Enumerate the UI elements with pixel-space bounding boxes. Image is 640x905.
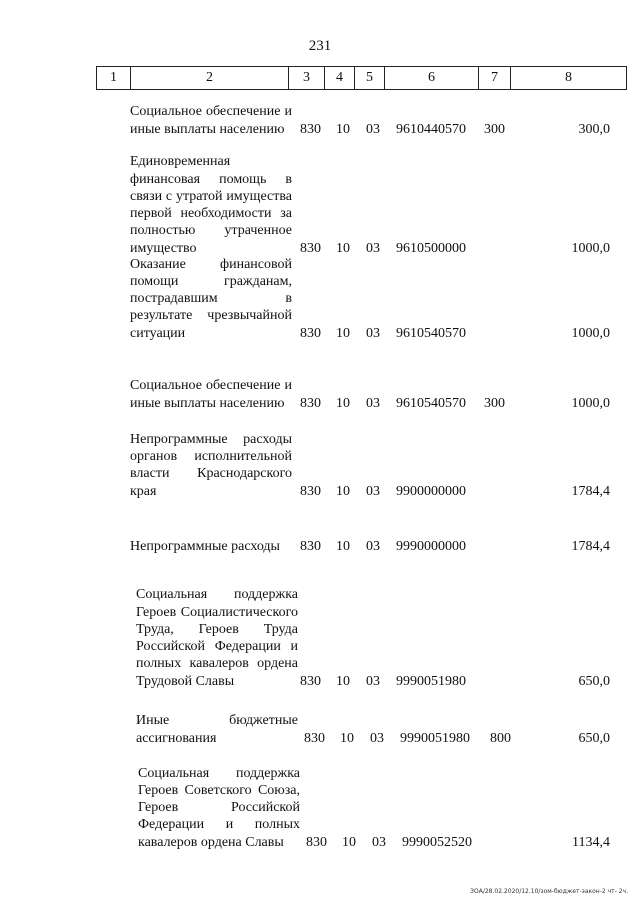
row-name: Оказание финансовой помощи гражданам, пострадавшим в результате чрезвычайной ситуации bbox=[130, 256, 292, 341]
row-col-6: 9610440570 bbox=[396, 122, 466, 137]
row-col-7: 300 bbox=[484, 396, 505, 411]
row-col-3: 830 bbox=[306, 835, 327, 850]
row-col-3: 830 bbox=[300, 326, 321, 341]
row-col-6: 9990051980 bbox=[396, 674, 466, 689]
row-col-6: 9610540570 bbox=[396, 326, 466, 341]
row-col-6: 9900000000 bbox=[396, 484, 466, 499]
row-col-7: 300 bbox=[484, 122, 505, 137]
table-row bbox=[0, 432, 640, 500]
row-col-8: 1134,4 bbox=[572, 835, 610, 850]
row-name: Социальное обеспечение и иные выплаты населению bbox=[130, 378, 292, 411]
row-col-3: 830 bbox=[304, 731, 325, 746]
table-row bbox=[0, 712, 640, 747]
table-row bbox=[0, 90, 640, 138]
table-row bbox=[0, 150, 640, 257]
row-col-4: 10 bbox=[336, 674, 350, 689]
row-col-6: 9990000000 bbox=[396, 539, 466, 554]
row-name: Непрограммные расходы bbox=[130, 538, 280, 554]
table-row bbox=[0, 766, 640, 851]
row-col-5: 03 bbox=[366, 539, 380, 554]
row-col-5: 03 bbox=[372, 835, 386, 850]
table-row bbox=[0, 575, 640, 690]
row-col-6: 9610540570 bbox=[396, 396, 466, 411]
row-name: Непрограммные расходы органов исполнительной власти Краснодарского края bbox=[130, 431, 292, 499]
row-name: Социальная поддержка Героев Советского Союза, Героев Российской Федерации и полных кавалеров ордена Славы bbox=[138, 765, 300, 850]
page-number: 231 bbox=[308, 38, 332, 54]
row-name: Социальная поддержка Героев Социалистического Труда, Героев Труда Российской Федерации и полных кавалеров ордена Трудовой Славы bbox=[136, 587, 298, 689]
row-col-8: 1000,0 bbox=[571, 396, 610, 411]
row-col-4: 10 bbox=[342, 835, 356, 850]
row-col-4: 10 bbox=[336, 122, 350, 137]
row-col-8: 300,0 bbox=[578, 122, 610, 137]
header-col-1: 1 bbox=[96, 67, 130, 89]
row-col-5: 03 bbox=[370, 731, 384, 746]
row-col-3: 830 bbox=[300, 674, 321, 689]
row-name: Социальное обеспечение и иные выплаты населению bbox=[130, 104, 292, 137]
row-col-8: 1784,4 bbox=[571, 484, 610, 499]
header-col-3: 3 bbox=[288, 67, 324, 89]
footer-note: ЗОА/28.02.2020/12.10/зом-бюджет-закон-2 чт- 2ч. bbox=[470, 888, 628, 895]
row-col-5: 03 bbox=[366, 396, 380, 411]
row-col-5: 03 bbox=[366, 241, 380, 256]
row-col-8: 650,0 bbox=[578, 674, 610, 689]
row-col-4: 10 bbox=[336, 241, 350, 256]
row-col-4: 10 bbox=[336, 326, 350, 341]
row-name: Иные бюджетные ассигнования bbox=[136, 713, 298, 746]
row-col-5: 03 bbox=[366, 484, 380, 499]
row-col-4: 10 bbox=[336, 484, 350, 499]
row-col-5: 03 bbox=[366, 122, 380, 137]
table-row bbox=[0, 520, 640, 555]
table-row bbox=[0, 362, 640, 412]
row-col-8: 1000,0 bbox=[571, 241, 610, 256]
row-col-8: 1784,4 bbox=[571, 539, 610, 554]
row-col-8: 650,0 bbox=[578, 731, 610, 746]
row-col-8: 1000,0 bbox=[571, 326, 610, 341]
table-row bbox=[0, 256, 640, 342]
row-col-3: 830 bbox=[300, 122, 321, 137]
row-col-7: 800 bbox=[490, 731, 511, 746]
header-col-8: 8 bbox=[510, 67, 627, 89]
row-col-4: 10 bbox=[336, 539, 350, 554]
row-col-5: 03 bbox=[366, 674, 380, 689]
header-col-7: 7 bbox=[478, 67, 510, 89]
row-col-4: 10 bbox=[336, 396, 350, 411]
header-col-5: 5 bbox=[354, 67, 384, 89]
row-col-5: 03 bbox=[366, 326, 380, 341]
header-col-4: 4 bbox=[324, 67, 354, 89]
row-col-6: 9990052520 bbox=[402, 835, 472, 850]
table-header bbox=[96, 66, 627, 90]
row-col-6: 9990051980 bbox=[400, 731, 470, 746]
header-col-6: 6 bbox=[384, 67, 478, 89]
row-name: Единовременная финансовая помощь в связи с утратой имущества первой необходимости за полностью утраченное имущество bbox=[130, 154, 292, 256]
row-col-4: 10 bbox=[340, 731, 354, 746]
header-col-2: 2 bbox=[130, 67, 288, 89]
row-col-3: 830 bbox=[300, 484, 321, 499]
row-col-3: 830 bbox=[300, 241, 321, 256]
row-col-3: 830 bbox=[300, 539, 321, 554]
row-col-6: 9610500000 bbox=[396, 241, 466, 256]
row-col-3: 830 bbox=[300, 396, 321, 411]
